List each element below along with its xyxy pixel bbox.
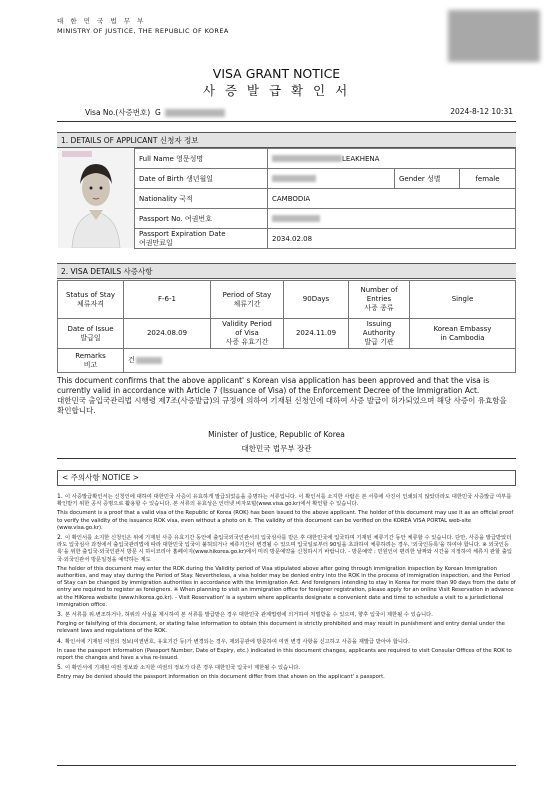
authority-value-2: in Cambodia	[440, 333, 485, 342]
notice-list	[57, 493, 516, 684]
title-ko: 사 증 발 급 확 인 서	[202, 83, 351, 98]
remarks-label-en: Remarks	[75, 351, 106, 360]
authority-value-1: Korean Embassy	[433, 324, 492, 333]
notice-text-ko: 확인서에 기재된 여권의 정보(여권번호, 유효기간 등)가 변경되는 경우, 재외공관에 방문하여 여권 변경 사항을 신고하고 사증을 재발급 받아야 합니다.	[65, 638, 410, 645]
dob-value-redacted	[268, 169, 395, 189]
full-name-redacted	[272, 155, 342, 162]
passport-exp-label	[135, 229, 268, 249]
period-value: 90Days	[284, 281, 349, 319]
notice-number: 3.	[57, 611, 63, 619]
full-name-value	[268, 149, 516, 169]
notice-item	[57, 493, 516, 508]
ministry-name-ko: 대 한 민 국 법 무 부	[57, 17, 146, 25]
dob-label: Date of Birth 생년월일	[135, 169, 268, 189]
remarks-label	[58, 349, 124, 373]
authority-label-2: Authority	[362, 329, 396, 337]
remarks-label-ko: 비고	[83, 360, 98, 369]
doi-label-ko: 발급일	[80, 333, 101, 342]
applicant-photo	[58, 148, 135, 248]
validity-label-2: of Visa	[235, 329, 259, 337]
issue-datetime: 2024-8-12 10:31	[450, 107, 513, 116]
visa-number-redacted	[165, 109, 225, 117]
visa-number	[85, 107, 225, 118]
entries-label-ko: 사증 종류	[364, 304, 394, 312]
authority-label	[349, 319, 410, 349]
sign-ko: 대한민국 법무부 장관	[241, 444, 312, 453]
notice-item	[57, 534, 516, 564]
status-label-ko: 체류자격	[76, 299, 105, 308]
notice-text-ko: 이 사증발급확인서는 신청인에 대하여 대한민국 사증이 유효하게 발급되었음을 증명하는 서류입니다. 이 확인서를 소지한 사람은 본 서류에 사진이 인쇄되지 않았더라도 대한민국 사증발급 여부를 확인받기 위한 공식 증명으로 활용할 수 있습니다. 본 서류의 유효성은 인터넷 비자포털(www.visa.go.kr)에서 확인할 수 있습니다.	[57, 494, 512, 508]
gender-value: female	[460, 169, 516, 189]
passport-exp-label-en: Passport Expiration Date	[139, 229, 226, 238]
notice-item-en: In case the passport information (Passport Number, Date of Expiry, etc.) indicated in this document changes, applicants are required to visit Consular Offices of the ROK to report the changes and have a visa re-issued.	[57, 647, 512, 662]
period-label	[211, 281, 284, 319]
section2-heading: 2. VISA DETAILS 사증사항	[57, 263, 516, 279]
confirmation-statement	[57, 376, 516, 415]
notice-item-en: The holder of this document may enter the ROK during the Validity period of Visa stipulated above after going through immigration inspection by Korean Immigration authorities, and may stay during the Period of Stay. Nevertheless, a visa holder may be denied entry into the ROK in the process of immigration inspection, and the Period of Stay can be changed by immigration authorities in accordance with the Immigration Act. And foreigners intending to stay in Korea for more than 90 days from the date of entry are required to register as foreigners. ※ When planning to visit an immigration office for foreigner registration, please apply for an online Visit Reservation in advance at the HiKorea website (www.hikorea.go.kr). - Visit Reservation' is a system where applicants designate a convenient date and time to schedule a visit to a jurisdictional immigration office.	[57, 565, 516, 608]
status-label	[58, 281, 124, 319]
remarks-value	[124, 349, 516, 373]
remarks-redacted	[136, 357, 162, 364]
divider	[57, 765, 516, 766]
divider	[57, 458, 516, 459]
title-en: VISA GRANT NOTICE	[212, 66, 341, 81]
visa-details-table	[57, 280, 516, 373]
applicant-details-table	[134, 148, 516, 249]
sign-en: Minister of Justice, Republic of Korea	[208, 430, 345, 439]
gender-label: Gender 성별	[395, 169, 460, 189]
doi-value: 2024.08.09	[124, 319, 211, 349]
notice-item-en: This document is a proof that a valid visa of the Republic of Korea (ROK) has been issued to the above applicant. The holder of this document may use it as an official proof to verify the validity of the issuance ROK visa, even without a photo on it. The validity of this document can be verified on the KOREA VISA PORTAL web-site (www.visa.go.kr).	[57, 510, 514, 531]
notice-text-ko: 이 확인서에 기재된 여권 정보와 소지한 여권의 정보가 다른 경우 대한민국 입국이 제한될 수 있습니다.	[65, 665, 301, 672]
period-label-ko: 체류기간	[233, 299, 261, 308]
entries-value: Single	[410, 281, 516, 319]
applicant-photo-image	[58, 148, 134, 248]
notice-number: 2.	[57, 534, 63, 542]
passport-exp-label-ko: 여권만료일	[139, 238, 173, 247]
period-label-en: Period of Stay	[222, 290, 272, 299]
ministry-name-en: MINISTRY OF JUSTICE, THE REPUBLIC OF KOREA	[57, 27, 229, 35]
authority-label-1: Issuing	[366, 320, 392, 328]
doi-label	[58, 319, 124, 349]
full-name-label: Full Name 영문성명	[135, 149, 268, 169]
visa-number-label: Visa No.(사증번호)	[85, 108, 151, 117]
notice-text-ko: 본 서류를 위.변조하거나, 허위의 사실을 제시하여 본 서류를 발급받은 경우 대한민국 관계법령에 의거하여 처벌받을 수 있으며, 향후 입국이 제한될 수 있습니다.	[65, 612, 433, 619]
notice-number: 4.	[57, 637, 63, 645]
nationality-value: CAMBODIA	[268, 189, 516, 209]
validity-label	[211, 319, 284, 349]
full-name-visible: LEAKHENA	[342, 154, 380, 163]
dob-redacted	[272, 175, 316, 182]
section1-heading: 1. DETAILS OF APPLICANT 신청자 정보	[57, 132, 516, 148]
validity-label-1: Validity Period	[222, 320, 272, 328]
notice-text-ko: 이 확인서를 소지한 신청인은 위에 기재된 사증 유효기간 동안에 출입국외국인관서의 입국심사를 받은 후 대한민국에 입국하며 기재된 체류기간 동안 체류할 수 있습니다. 단만, 사증을 발급받았더라도 입국심사 과정에서 출입국관리법에 따라 대한민국 입국이 불허되거나 체류기간이 변경될 수 있으며 입국일로부터 90일을 초과하여 체류하려는 경우, '외국인등록'을 하여야 합니다. ※ 외국인등록'을 위한 출입국·외국인관서 방문 시 하이코리아 홈페이지(www.hikorea.go.kr)에서 미리 방문예약을 신청하시기 바랍니다. - 방문예약 : 민원인이 편리한 날짜와 시간을 지정하여 체류지 관할 출입국·외국인관서 방문일정을 예약하는 제도	[57, 535, 513, 563]
status-value: F-6-1	[124, 281, 211, 319]
notice-item-en: Entry may be denied should the passport information on this document differ from that shown on the applicant' s passport.	[57, 674, 385, 681]
entries-label-1: Number of	[360, 286, 398, 294]
notice-heading: < 주의사항 NOTICE >	[57, 470, 516, 486]
notice-item-en: Forging or falsifying of this document, or stating false information to obtain this document is strictly prohibited and may result in punishment and entry denial under the relevant laws and regulations of the ROK.	[57, 621, 505, 635]
notice-number: 5.	[57, 664, 63, 672]
passport-exp-value: 2034.02.08	[268, 229, 516, 249]
divider	[57, 121, 516, 122]
notice-item	[57, 664, 516, 672]
authority-value	[410, 319, 516, 349]
authority-label-ko: 발급 기관	[364, 338, 394, 346]
notice-item	[57, 638, 516, 646]
remarks-value-text: 건	[128, 356, 135, 364]
doi-label-en: Date of Issue	[67, 324, 114, 333]
statement-ko: 대한민국 출입국관리법 시행령 제7조(사증발급)의 규정에 의하여 기재된 신청인에 대하여 사증 발급이 허가되었으며 해당 사증이 유효함을 확인합니다.	[57, 396, 507, 415]
notice-number: 1.	[57, 493, 63, 500]
status-label-en: Status of Stay	[65, 290, 116, 299]
validity-label-ko: 사증 유효기간	[225, 338, 269, 346]
passport-redacted	[272, 215, 320, 222]
entries-label-2: Entries	[366, 295, 392, 303]
notice-item	[57, 611, 516, 619]
ministry-header	[57, 16, 229, 36]
visa-number-prefix: G	[155, 108, 161, 117]
passport-value-redacted	[268, 209, 516, 229]
statement-en: This document confirms that the above applicant' s Korean visa application has been approved and that the visa is currently valid in accordance with Article 7 (Issuance of Visa) of the Enforcement Decree of the Immigration Act.	[57, 376, 490, 395]
validity-value: 2024.11.09	[284, 319, 349, 349]
nationality-label: Nationality 국적	[135, 189, 268, 209]
passport-label: Passport No. 여권번호	[135, 209, 268, 229]
qr-code-redacted	[448, 10, 540, 62]
entries-label	[349, 281, 410, 319]
